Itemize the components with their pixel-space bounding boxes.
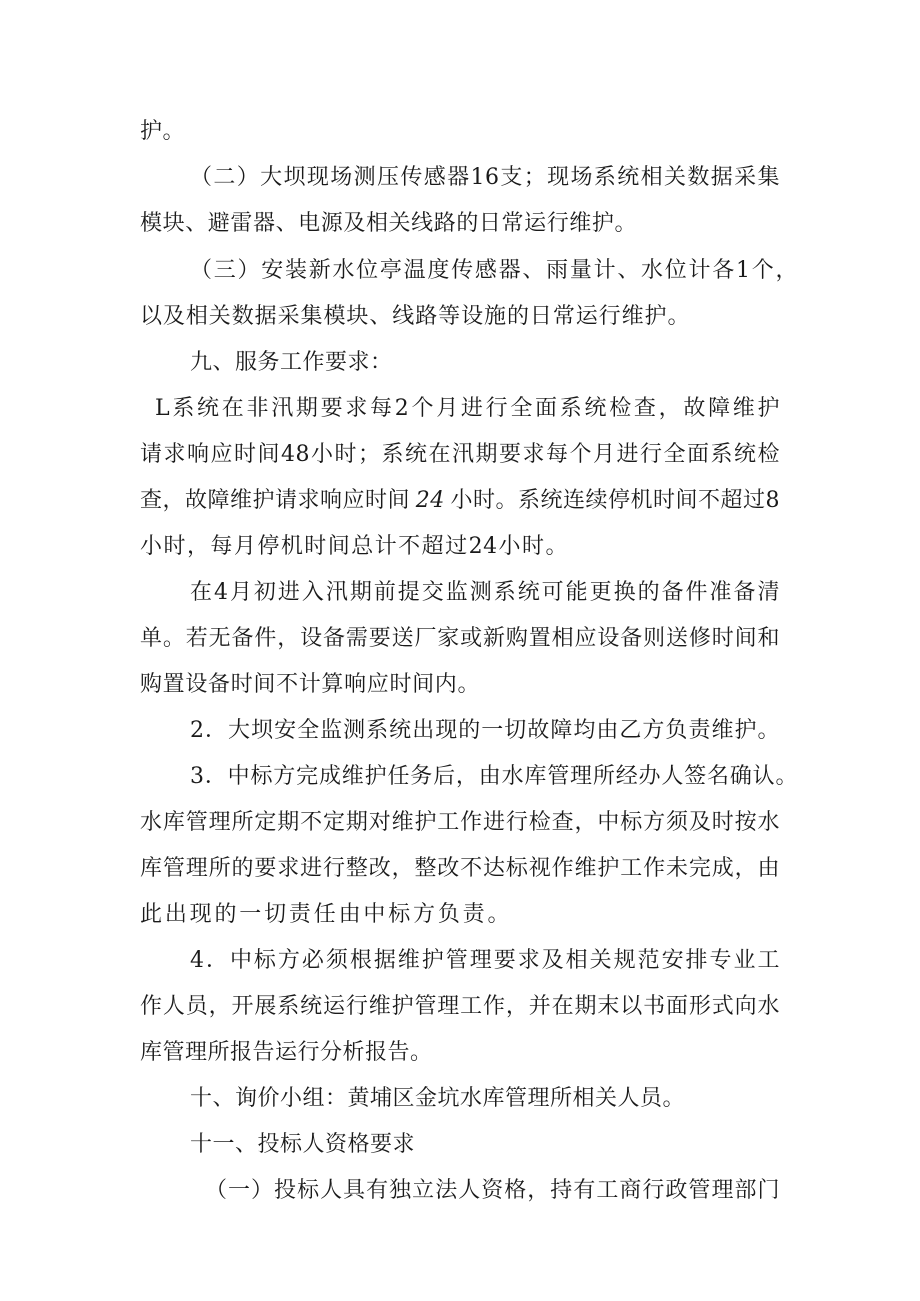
section-heading: 十、询价小组：黄埔区金坑水库管理所相关人员。: [190, 1086, 686, 1111]
text-line: 水库管理所定期不定期对维护工作进行检查，中标方须及时按水: [140, 810, 780, 835]
section-heading: 十一、投标人资格要求: [190, 1132, 416, 1157]
text-line: 库管理所的要求进行整改，整改不达标视作维护工作未完成，由: [140, 856, 780, 881]
numbered-item: 2．大坝安全监测系统出现的一切故障均由乙方负责维护。: [190, 718, 780, 743]
text-segment-italic: 24: [415, 488, 445, 513]
text-line: 作人员，开展系统运行维护管理工作，并在期末以书面形式向水: [140, 994, 780, 1019]
text-line: 以及相关数据采集模块、线路等设施的日常运行维护。: [140, 304, 690, 329]
numbered-item: 3．中标方完成维护任务后，由水库管理所经办人签名确认。: [190, 764, 798, 789]
numbered-item: 4．中标方必须根据维护管理要求及相关规范安排专业工: [190, 948, 780, 973]
text-line: 在4月初进入汛期前提交监测系统可能更换的备件准备清: [190, 580, 780, 605]
text-line: 模块、避雷器、电源及相关线路的日常运行维护。: [140, 211, 637, 236]
text-line: 小时，每月停机时间总计不超过24小时。: [140, 534, 568, 559]
text-line: L系统在非汛期要求每2个月进行全面系统检查，故障维护: [155, 396, 780, 421]
text-segment: 小时。系统连续停机时间不超过8: [450, 488, 780, 513]
text-line: 此出现的一切责任由中标方负责。: [140, 902, 510, 927]
text-line: 请求响应时间48小时；系统在汛期要求每个月进行全面系统检: [140, 442, 780, 467]
text-line: 单。若无备件，设备需要送厂家或新购置相应设备则送修时间和: [140, 626, 780, 651]
text-line: （三）安装新水位亭温度传感器、雨量计、水位计各1个，: [190, 258, 798, 283]
section-heading: 九、服务工作要求：: [190, 350, 393, 375]
text-line: 购置设备时间不计算响应时间内。: [140, 672, 480, 697]
text-line: [140, 486, 780, 516]
text-line: 库管理所报告运行分析报告。: [140, 1040, 433, 1065]
text-segment: 查，故障维护请求响应时间: [140, 488, 411, 513]
text-line: （一）投标人具有独立法人资格，持有工商行政管理部门: [205, 1178, 780, 1203]
text-line: 护。: [140, 119, 186, 144]
text-line: （二）大坝现场测压传感器16支；现场系统相关数据采集: [190, 165, 780, 190]
